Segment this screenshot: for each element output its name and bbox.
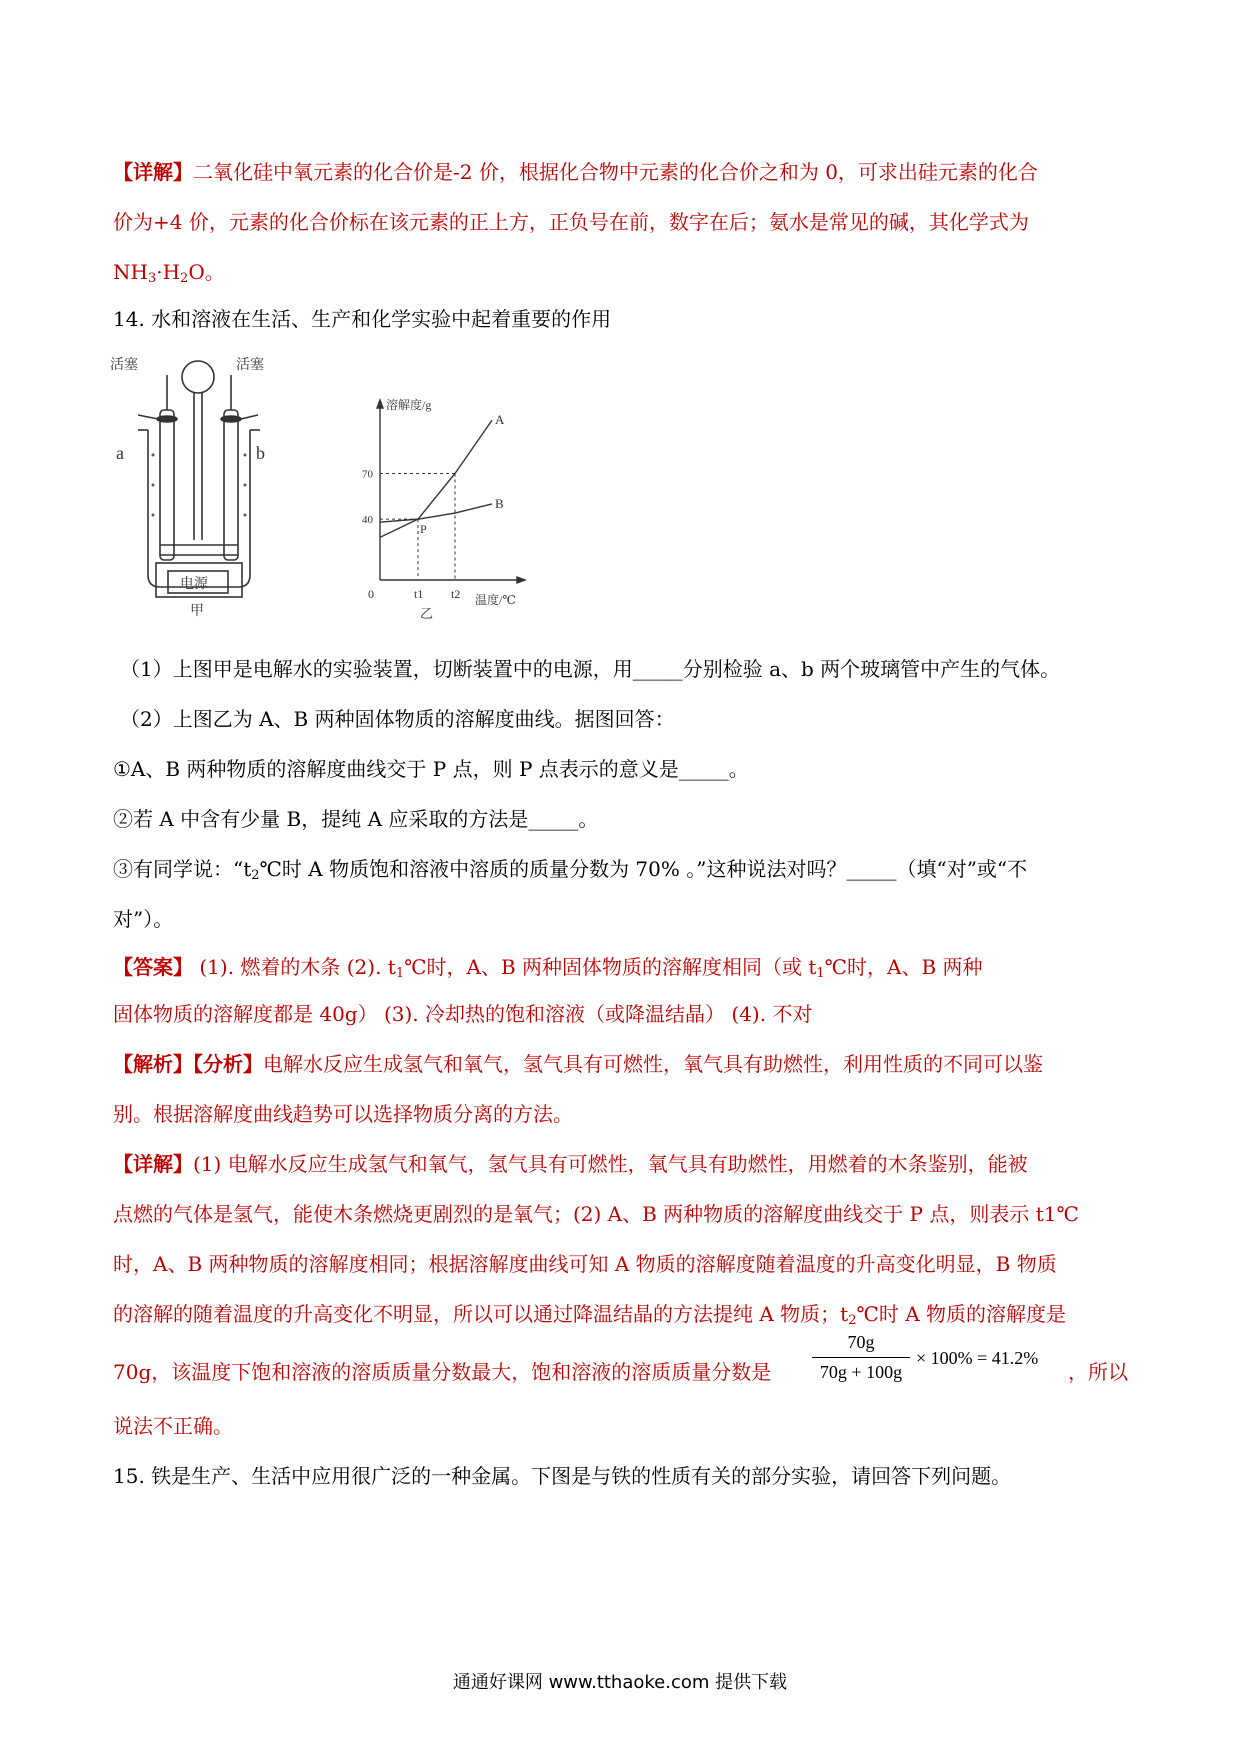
series-line-A (380, 420, 492, 537)
detail-line-2: 点燃的气体是氢气，能使木条燃烧更剧烈的是氧气；(2) A、B 两种物质的溶解度曲线交于 P 点，则表示 t1℃ (113, 1202, 1079, 1226)
y-axis-arrow (377, 400, 383, 408)
power-label: 电源 (180, 577, 208, 592)
question-14-2-3-cont: 对”）。 (113, 907, 174, 931)
answer-sub: 1 (816, 966, 825, 981)
question-14-2-2: ②若 A 中含有少量 B，提纯 A 应采取的方法是_____。 (113, 807, 599, 831)
figure-caption-jia: 甲 (190, 604, 204, 619)
x-axis-arrow (517, 577, 525, 583)
fraction-result: × 100% = 41.2% (916, 1348, 1039, 1368)
answer-text: (1). 燃着的木条 (2). t (193, 955, 396, 979)
y-tick-label: 70 (362, 468, 373, 481)
series-label-B: B (495, 495, 504, 511)
q-text: ③有同学说：“t (113, 857, 252, 881)
q-sub: 2 (251, 868, 260, 883)
tube-b-label: b (256, 443, 265, 463)
y-tick-label: 40 (362, 514, 373, 527)
analysis-line-2: 别。根据溶解度曲线趋势可以选择物质分离的方法。 (113, 1102, 573, 1126)
question-14-2-3 (113, 855, 1027, 890)
detail-line-1 (113, 1150, 1028, 1178)
detail-label: 【详解】 (113, 160, 193, 184)
point-p-label: P (420, 522, 427, 537)
detail-line-5-left: 70g，该温度下饱和溶液的溶质质量分数最大，饱和溶液的溶质质量分数是 (113, 1360, 772, 1384)
p13-detail-line-3 (113, 258, 225, 293)
origin-label: 0 (368, 587, 374, 601)
analysis-line-1 (113, 1050, 1043, 1078)
formula-part: NH (113, 260, 148, 284)
electrolysis-apparatus-figure (108, 355, 298, 620)
detail-label: 【详解】 (113, 1152, 193, 1176)
answer-sub: 1 (395, 966, 405, 981)
tube-a-label: a (116, 443, 124, 463)
figure-caption-yi: 乙 (420, 606, 434, 620)
answer-label: 【答案】 (113, 955, 193, 979)
fraction-bar (812, 1357, 910, 1358)
stopcock-right-label: 活塞 (236, 358, 264, 373)
detail-sub: 2 (848, 1313, 857, 1328)
question-15-title: 15. 铁是生产、生活中应用很广泛的一种金属。下图是与铁的性质有关的部分实验，请回答下列问题。 (113, 1464, 1012, 1488)
x-tick-label: t2 (451, 587, 461, 601)
question-14-title: 14. 水和溶液在生活、生产和化学实验中起着重要的作用 (113, 307, 612, 331)
question-14-2-1: ①A、B 两种物质的溶解度曲线交于 P 点，则 P 点表示的意义是_____。 (113, 757, 749, 781)
p13-detail-line-1 (113, 158, 1038, 186)
formula-sub: 2 (180, 271, 189, 286)
series-label-A: A (495, 412, 505, 428)
analysis-text: 电解水反应生成氢气和氧气，氢气具有可燃性，氧气具有助燃性，利用性质的不同可以鉴 (263, 1052, 1043, 1076)
detail-text: 二氧化硅中氧元素的化合价是-2 价，根据化合物中元素的化合价之和为 0，可求出硅元素的化合 (193, 160, 1038, 184)
question-14-2: （2）上图乙为 A、B 两种固体物质的溶解度曲线。据图回答： (120, 707, 675, 731)
y-axis-label: 溶解度/g (386, 398, 432, 412)
stopcock-left-label: 活塞 (110, 358, 138, 373)
detail-line-6: 说法不正确。 (113, 1414, 233, 1438)
detail-line-4 (113, 1300, 1066, 1335)
q-text: ℃时 A 物质饱和溶液中溶质的质量分数为 70% 。”这种说法对吗？_____（填“对”或“不 (259, 857, 1028, 881)
detail-text: ℃时 A 物质的溶解度是 (856, 1302, 1067, 1326)
answer-line-1 (113, 953, 983, 988)
fraction-numerator: 70g (847, 1332, 875, 1352)
analysis-label: 【解析】【分析】 (113, 1052, 263, 1076)
fraction-denominator: 70g + 100g (819, 1362, 903, 1382)
series-line-B (380, 504, 492, 522)
question-14-1: （1）上图甲是电解水的实验装置，切断装置中的电源，用_____分别检验 a、b 两个玻璃管中产生的气体。 (120, 657, 1061, 681)
detail-text: (1) 电解水反应生成氢气和氧气，氢气具有可燃性，氧气具有助燃性，用燃着的木条鉴别，能被 (193, 1152, 1028, 1176)
answer-text: ℃时，A、B 两种固体物质的溶解度相同（或 t (404, 955, 817, 979)
x-axis-label: 温度/℃ (475, 593, 516, 607)
page-footer: 通通好课网 www.tthaoke.com 提供下载 (452, 1672, 788, 1693)
detail-line-3: 时，A、B 两种物质的溶解度相同；根据溶解度曲线可知 A 物质的溶解度随着温度的升高变化明显，B 物质 (113, 1252, 1057, 1276)
formula-sub: 3 (147, 271, 157, 286)
detail-text: 的溶解的随着温度的升高变化不明显，所以可以通过降温结晶的方法提纯 A 物质；t (113, 1302, 849, 1326)
p13-detail-line-2: 价为+4 价，元素的化合价标在该元素的正上方，正负号在前，数字在后；氨水是常见的碱，其化学式为 (113, 210, 1029, 234)
answer-line-2: 固体物质的溶解度都是 40g） (3). 冷却热的饱和溶液（或降温结晶） (4). 不对 (113, 1002, 813, 1026)
answer-text: ℃时，A、B 两种 (824, 955, 983, 979)
solubility-curve-chart (355, 395, 535, 620)
x-tick-label: t1 (414, 587, 424, 601)
formula-part: O。 (188, 260, 225, 284)
detail-line-5-right: ，所以 (1068, 1360, 1128, 1384)
formula-part: ·H (156, 260, 181, 284)
